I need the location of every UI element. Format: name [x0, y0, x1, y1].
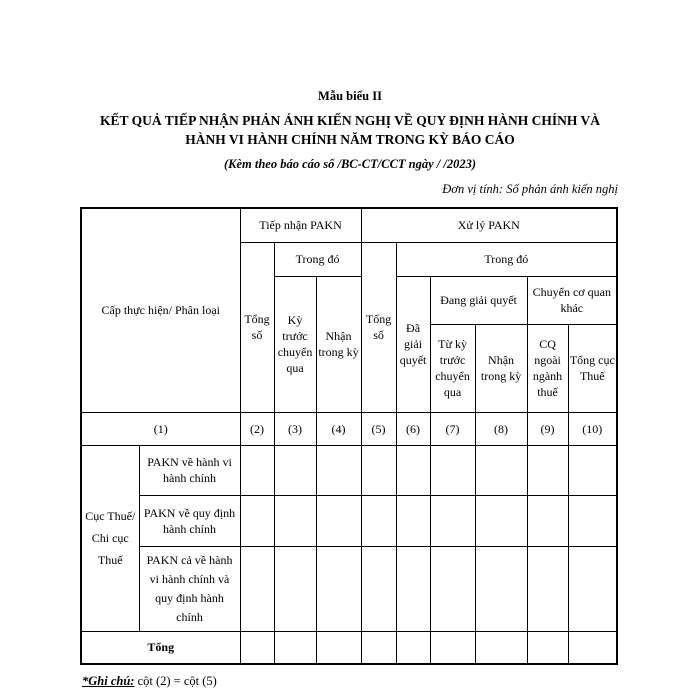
header-among-receive: Trong đó [274, 242, 361, 276]
report-table [80, 207, 618, 665]
header-resolving: Đang giải quyết [430, 276, 527, 324]
col-number: (1) [81, 412, 240, 445]
table-cell [475, 445, 527, 495]
header-process: Xử lý PAKN [361, 208, 617, 242]
table-cell [361, 495, 396, 546]
table-cell [396, 546, 430, 631]
header-transfer: Chuyển cơ quan khác [527, 276, 617, 324]
table-cell [316, 546, 361, 631]
table-cell [361, 546, 396, 631]
row-label: PAKN về hành vi hành chính [139, 445, 240, 495]
table-cell [568, 445, 617, 495]
table-cell [475, 631, 527, 664]
table-cell [568, 546, 617, 631]
group-label: Cục Thuế/ Chi cục Thuế [81, 445, 139, 631]
table-cell [430, 546, 475, 631]
header-total-receive: Tổng số [240, 242, 274, 412]
header-resolved: Đã giải quyết [396, 276, 430, 412]
header-current: Nhận trong kỳ [316, 276, 361, 412]
col-number: (8) [475, 412, 527, 445]
table-cell [274, 546, 316, 631]
col-number: (4) [316, 412, 361, 445]
table-cell [527, 445, 568, 495]
table-cell [430, 495, 475, 546]
unit-label: Đơn vị tính: Số phản ánh kiến nghị [442, 182, 618, 196]
table-cell [316, 445, 361, 495]
header-previous: Kỳ trước chuyển qua [274, 276, 316, 412]
header-prev-period: Từ kỳ trước chuyển qua [430, 324, 475, 412]
table-cell [240, 546, 274, 631]
table-cell [396, 495, 430, 546]
col-number: (2) [240, 412, 274, 445]
col-number: (9) [527, 412, 568, 445]
table-cell [430, 445, 475, 495]
table-cell [316, 495, 361, 546]
header-gdt: Tổng cục Thuế [568, 324, 617, 412]
footnote-label: *Ghi chú: [82, 674, 135, 688]
table-cell [475, 495, 527, 546]
table-cell [274, 631, 316, 664]
table-cell [527, 631, 568, 664]
table-cell [396, 445, 430, 495]
col-number: (10) [568, 412, 617, 445]
form-code: Mẫu biểu II [318, 89, 382, 103]
report-title [80, 111, 620, 149]
report-subtitle: (Kèm theo báo cáo số /BC-CT/CCT ngày / /2023) [223, 157, 477, 171]
table-cell [361, 445, 396, 495]
title-line-1: KẾT QUẢ TIẾP NHẬN PHẢN ÁNH KIẾN NGHỊ VỀ QUY ĐỊNH HÀNH CHÍNH VÀ [100, 113, 600, 128]
table-cell [240, 631, 274, 664]
table-cell [527, 546, 568, 631]
col-number: (3) [274, 412, 316, 445]
table-cell [527, 495, 568, 546]
table-cell [396, 631, 430, 664]
table-cell [274, 495, 316, 546]
table-cell [240, 445, 274, 495]
footnote [82, 674, 217, 689]
table-cell [316, 631, 361, 664]
total-row-label: Tổng [81, 631, 240, 664]
footnote-text: cột (2) = cột (5) [137, 674, 217, 688]
table-cell [475, 546, 527, 631]
title-line-2: HÀNH VI HÀNH CHÍNH NĂM TRONG KỲ BÁO CÁO [185, 132, 515, 147]
col-number: (6) [396, 412, 430, 445]
header-total-process: Tổng số [361, 242, 396, 412]
header-current-period: Nhận trong kỳ [475, 324, 527, 412]
col-number: (5) [361, 412, 396, 445]
table-cell [274, 445, 316, 495]
table-cell [430, 631, 475, 664]
table-cell [361, 631, 396, 664]
header-level: Cấp thực hiện/ Phân loại [81, 208, 240, 412]
table-cell [568, 631, 617, 664]
col-number: (7) [430, 412, 475, 445]
header-outside-agency: CQ ngoài ngành thuế [527, 324, 568, 412]
header-among-process: Trong đó [396, 242, 617, 276]
header-receive: Tiếp nhận PAKN [240, 208, 361, 242]
row-label: PAKN cả về hành vi hành chính và quy định hành chính [139, 546, 240, 631]
row-label: PAKN về quy định hành chính [139, 495, 240, 546]
table-cell [240, 495, 274, 546]
table-cell [568, 495, 617, 546]
